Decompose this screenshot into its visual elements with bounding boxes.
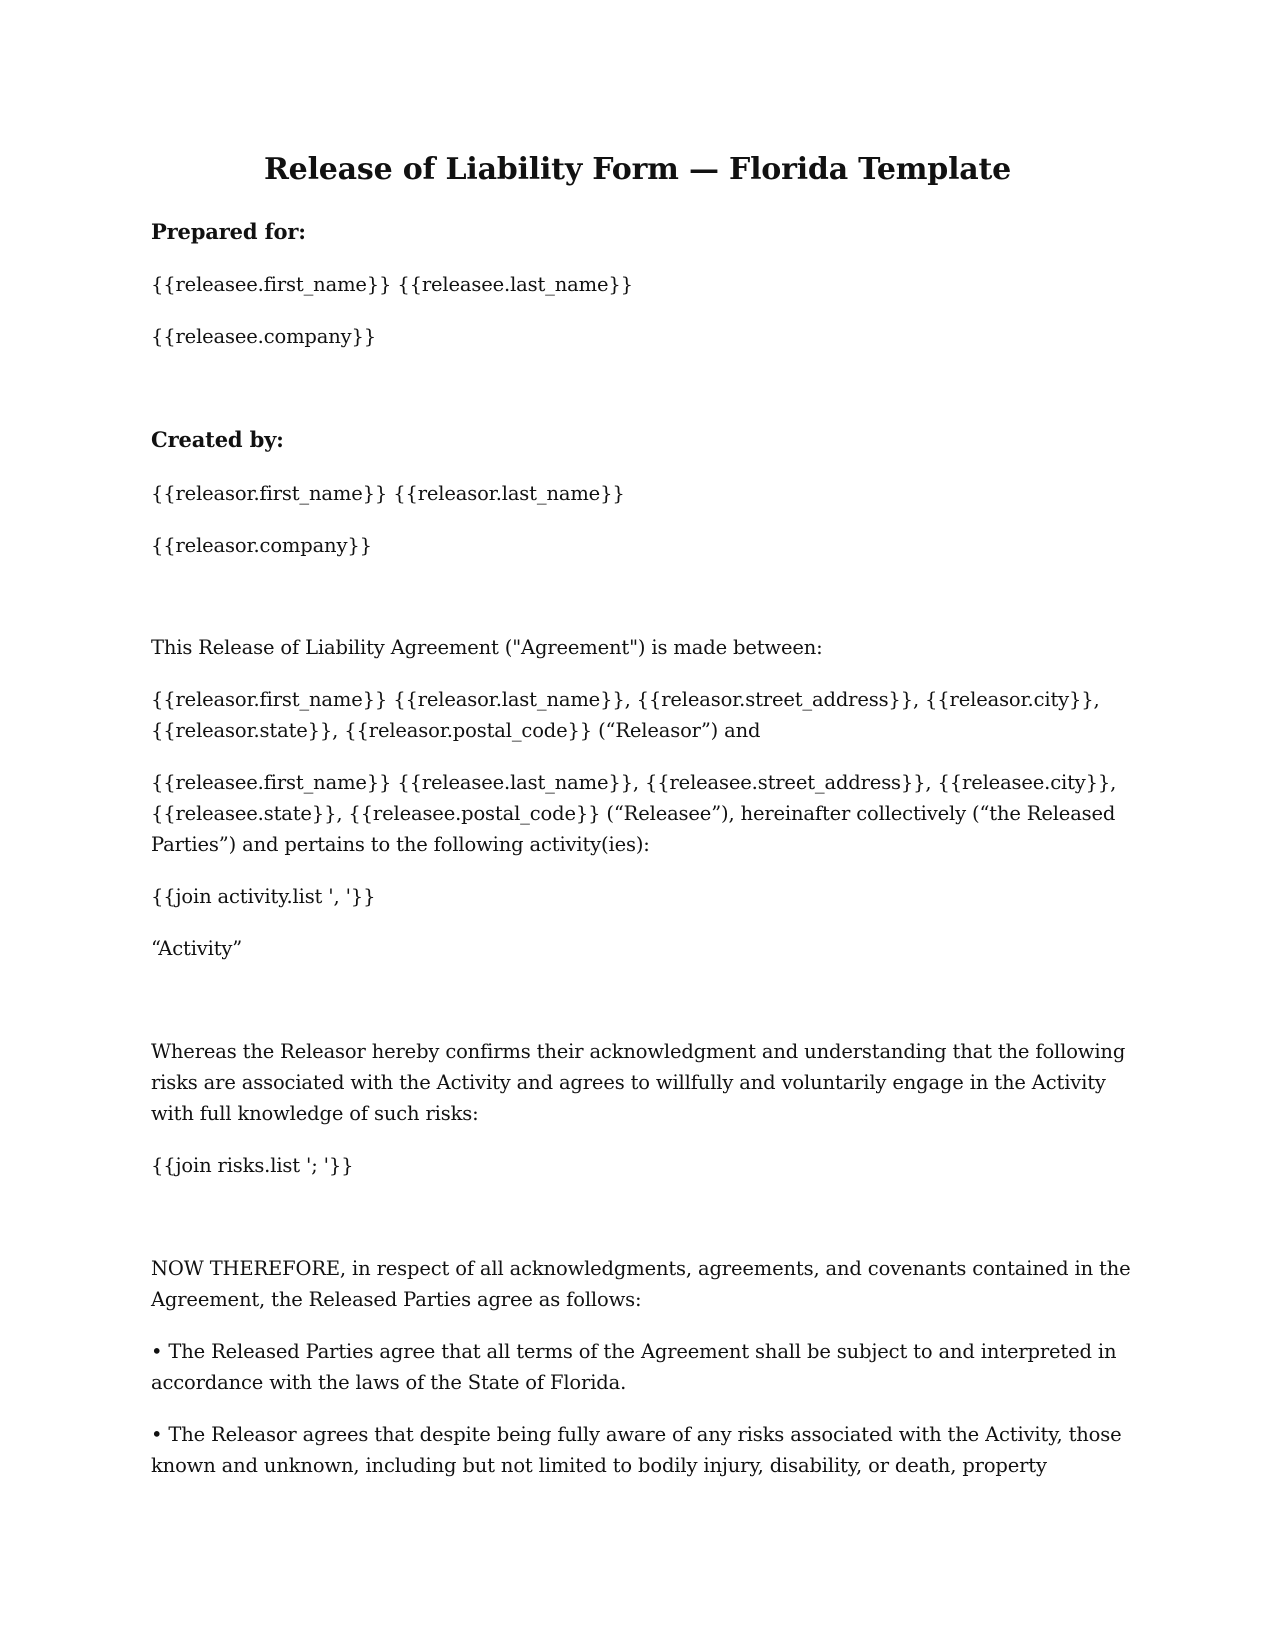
releasee-company-line: {{releasee.company}}: [151, 325, 377, 348]
releasee-address-line-1: {{releasee.first_name}} {{releasee.last_name}}, {{releasee.street_address}}, {{releasee.city}},: [151, 771, 1117, 794]
bullet-governing-law-line-2: accordance with the laws of the State of Florida.: [151, 1371, 627, 1394]
bullet-governing-law-line-1: • The Released Parties agree that all terms of the Agreement shall be subject to and interpreted in: [151, 1340, 1117, 1363]
releasee-address-line-2: {{releasee.state}}, {{releasee.postal_code}} (“Releasee”), hereinafter collectively (“the Released: [151, 802, 1116, 825]
releasor-address-line-2: {{releasor.state}}, {{releasor.postal_code}} (“Releasor”) and: [151, 719, 761, 742]
activity-list: {{join activity.list ', '}}: [151, 885, 376, 908]
created-by-heading: Created by:: [151, 427, 284, 452]
whereas-line-3: with full knowledge of such risks:: [151, 1102, 479, 1125]
risks-list: {{join risks.list '; '}}: [151, 1154, 354, 1177]
activity-label: “Activity”: [151, 937, 243, 960]
releasor-company-line: {{releasor.company}}: [151, 534, 372, 557]
now-therefore-line-2: Agreement, the Released Parties agree as follows:: [151, 1288, 642, 1311]
prepared-for-heading: Prepared for:: [151, 219, 306, 244]
releasee-address-line-3: Parties”) and pertains to the following activity(ies):: [151, 833, 650, 856]
releasor-address-line-1: {{releasor.first_name}} {{releasor.last_name}}, {{releasor.street_address}}, {{releasor.city}},: [151, 688, 1100, 711]
releasee-name-line: {{releasee.first_name}} {{releasee.last_name}}: [151, 273, 633, 296]
document-title: Release of Liability Form — Florida Template: [263, 152, 1012, 187]
intro-paragraph: This Release of Liability Agreement ("Agreement") is made between:: [151, 636, 823, 659]
whereas-line-2: risks are associated with the Activity and agrees to willfully and voluntarily engage in the Activity: [151, 1071, 1106, 1094]
bullet-risk-acknowledgment-line-2: known and unknown, including but not limited to bodily injury, disability, or death, property: [151, 1454, 1047, 1477]
whereas-line-1: Whereas the Releasor hereby confirms their acknowledgment and understanding that the following: [151, 1040, 1126, 1063]
now-therefore-line-1: NOW THEREFORE, in respect of all acknowledgments, agreements, and covenants contained in the: [151, 1257, 1131, 1280]
bullet-risk-acknowledgment-line-1: • The Releasor agrees that despite being fully aware of any risks associated with the Activity, those: [151, 1423, 1122, 1446]
releasor-name-line: {{releasor.first_name}} {{releasor.last_name}}: [151, 482, 625, 505]
